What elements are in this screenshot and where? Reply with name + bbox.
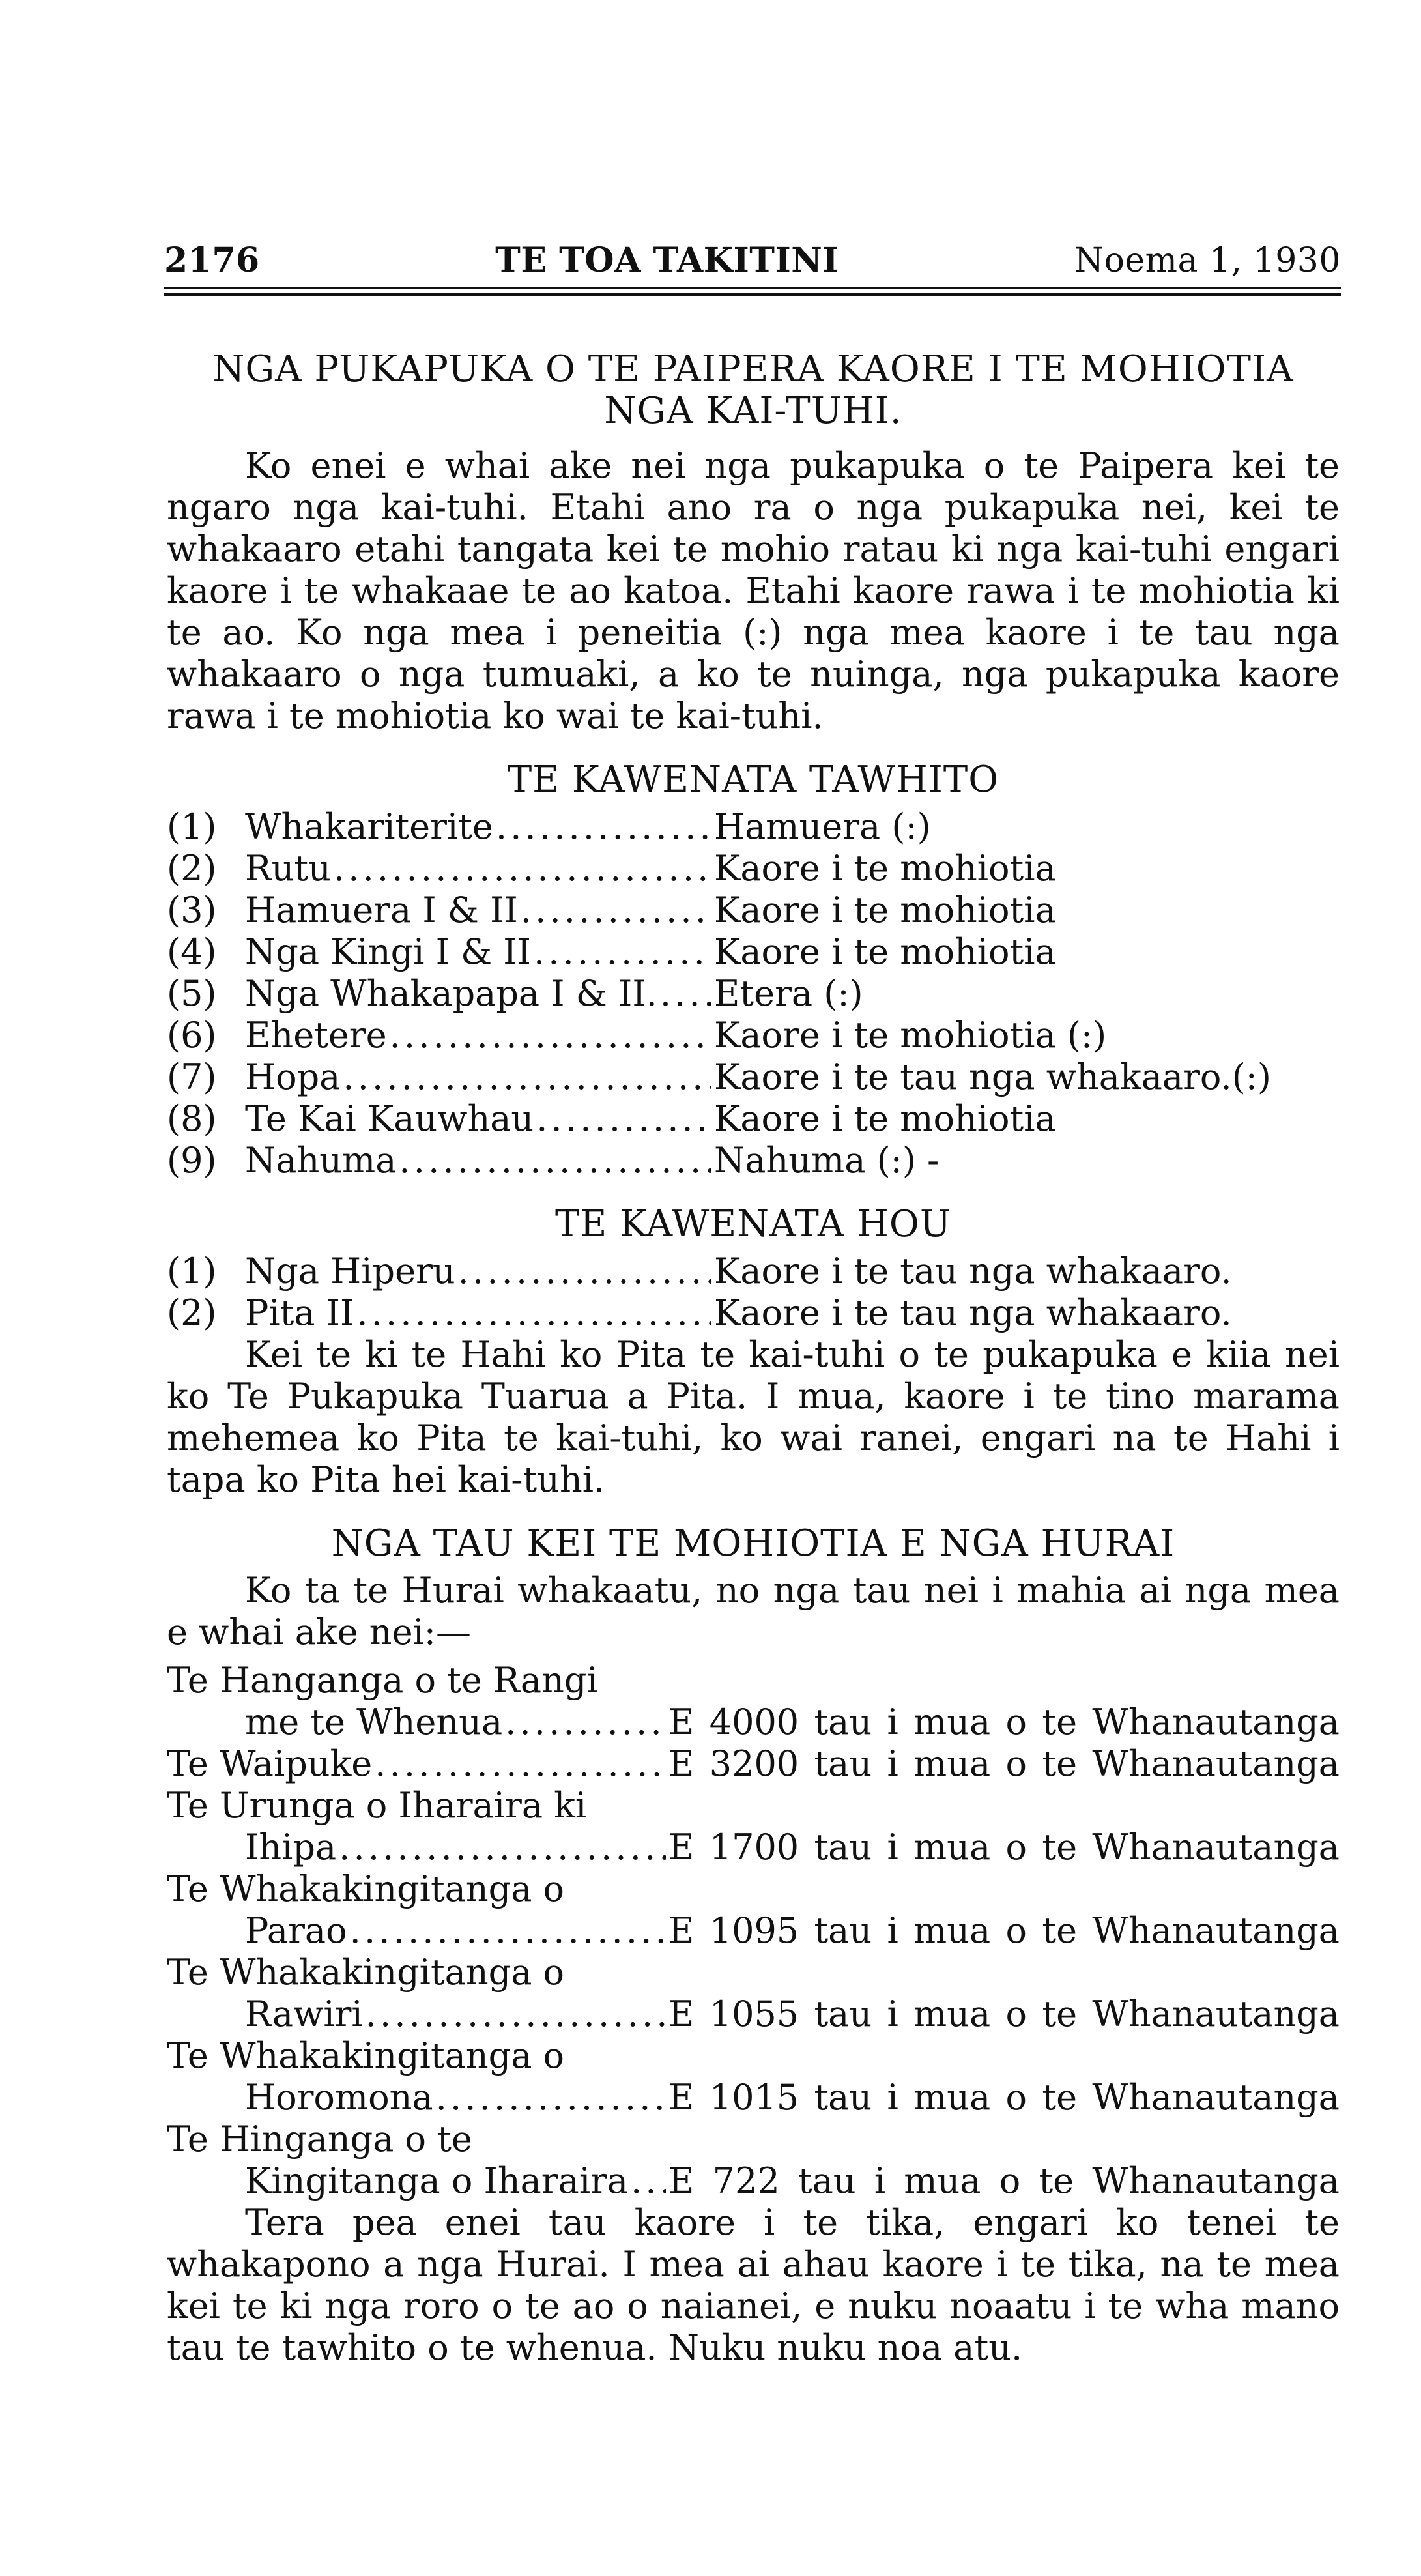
dot-leader: [505, 1701, 666, 1743]
event-heading: Te Hanganga o te Rangi: [167, 1660, 598, 1701]
list-item: [167, 848, 1340, 890]
event-name: Te Waipuke: [167, 1743, 373, 1784]
event-heading: Te Whakakingitanga o: [167, 1952, 565, 1993]
book-name: Ehetere: [245, 1015, 387, 1056]
dot-leader: [436, 2077, 666, 2119]
list-item: [167, 1015, 1340, 1056]
event-date: E 4000 tau i mua o te Whanautanga: [668, 1701, 1340, 1743]
author-value: Kaore i te mohiotia (:): [714, 1015, 1107, 1056]
list-item: [167, 1292, 1340, 1334]
author-value: Hamuera (:): [714, 806, 931, 847]
list-item: [167, 890, 1340, 931]
list-item: [167, 1251, 1340, 1292]
book-name: Hamuera I & II: [245, 890, 518, 931]
item-number: (3): [167, 890, 217, 931]
author-value: Kaore i te mohiotia: [714, 848, 1056, 889]
author-value: Etera (:): [714, 973, 863, 1014]
list-item: [167, 806, 1340, 848]
article-title: NGA PUKAPUKA O TE PAIPERA KAORE I TE MOHIOTIA NGA KAI-TUHI.: [212, 348, 1294, 432]
list-item: [167, 1056, 1340, 1098]
item-number: (2): [167, 1292, 217, 1333]
publication-title: TE TOA TAKITINI: [495, 240, 839, 280]
book-name: Nga Whakapapa I & II.: [245, 973, 657, 1014]
author-value: Kaore i te tau nga whakaaro.: [714, 1292, 1232, 1333]
dot-leader: [356, 1292, 711, 1334]
old-testament-list: [167, 806, 1340, 1181]
book-name: Rutu: [245, 848, 331, 889]
event-row: [167, 2160, 1340, 2202]
dates-list: [167, 1660, 1340, 2202]
dot-leader: [458, 1251, 711, 1292]
article-intro: Ko enei e whai ake nei nga pukapuka o te Paipera kei te ngaro nga kai-tuhi. Etahi ano ra o nga pukapuka nei, kei te whakaaro etahi tangata kei te mohio ratau ki nga kai-tuhi engari kaore i te whakaae te ao katoa. Etahi kaore rawa i te mohiotia ki te ao. Ko nga mea i peneitia (:) nga mea kaore i te tau nga whakaaro o nga tumuaki, a ko te nuinga, nga pukapuka kaore rawa i te mohiotia ko wai te kai-tuhi.: [167, 445, 1340, 736]
closing-paragraph: Tera pea enei tau kaore i te tika, engari ko tenei te whakapono a nga Hurai. I mea ai ahau kaore i te tika, na te mea kei te ki nga roro o te ao o naianei, e nuku noaatu i te wha mano tau te tawhito o te whenua. Nuku nuku noa atu.: [167, 2202, 1340, 2368]
item-number: (1): [167, 806, 217, 847]
list-item: [167, 1660, 1340, 1743]
event-name: Parao: [245, 1910, 347, 1951]
item-number: (6): [167, 1015, 217, 1056]
book-name: Nga Hiperu: [245, 1251, 455, 1292]
page-header: [164, 235, 1341, 280]
author-value: Kaore i te mohiotia: [714, 1098, 1056, 1139]
dot-leader: [343, 1056, 711, 1098]
item-number: (8): [167, 1098, 217, 1139]
event-row: [167, 1701, 1340, 1743]
event-date: E 1700 tau i mua o te Whanautanga: [668, 1827, 1340, 1868]
list-item: [167, 1952, 1340, 2035]
event-date: E 1015 tau i mua o te Whanautanga: [668, 2077, 1340, 2118]
book-name: Te Kai Kauwhau: [245, 1098, 534, 1139]
issue-date: Noema 1, 1930: [1074, 241, 1341, 280]
book-name: Whakariterite: [245, 806, 493, 847]
list-item: [167, 1743, 1340, 1785]
list-item: [167, 973, 1340, 1015]
dot-leader: [339, 1827, 666, 1868]
event-heading: Te Whakakingitanga o: [167, 2035, 565, 2076]
dates-section-title: NGA TAU KEI TE MOHIOTIA E NGA HURAI: [331, 1522, 1175, 1565]
event-row: [167, 1827, 1340, 1868]
dot-leader: [660, 973, 711, 1015]
page-number: 2176: [164, 240, 260, 280]
dates-intro: Ko ta te Hurai whakaatu, no nga tau nei i mahia ai nga mea e whai ake nei:—: [167, 1570, 1340, 1653]
author-value: Kaore i te tau nga whakaaro.: [714, 1251, 1232, 1292]
list-item: [167, 1098, 1340, 1140]
event-name: Ihipa: [245, 1827, 337, 1868]
author-value: Kaore i te mohiotia: [714, 890, 1056, 931]
item-number: (1): [167, 1251, 217, 1292]
book-name: Pita II: [245, 1292, 354, 1333]
list-item: [167, 1785, 1340, 1868]
dot-leader: [350, 1910, 666, 1952]
dot-leader: [534, 931, 711, 973]
item-number: (4): [167, 931, 217, 972]
header-rule: [164, 287, 1341, 296]
list-item: [167, 2119, 1340, 2202]
dot-leader: [496, 806, 711, 848]
dot-leader: [375, 1743, 666, 1785]
item-number: (5): [167, 973, 217, 1014]
event-name: Horomona: [245, 2077, 433, 2118]
dot-leader: [631, 2160, 666, 2202]
event-name: Kingitanga o Iharaira: [245, 2160, 629, 2201]
event-row: [167, 1910, 1340, 1952]
event-heading: Te Urunga o Iharaira ki: [167, 1785, 587, 1826]
new-testament-note: Kei te ki te Hahi ko Pita te kai-tuhi o te pukapuka e kiia nei ko Te Pukapuka Tuarua a Pita. I mua, kaore i te tino marama mehemea ko Pita te kai-tuhi, ko wai ranei, engari na te Hahi i tapa ko Pita hei kai-tuhi.: [167, 1334, 1340, 1500]
dot-leader: [366, 1993, 666, 2035]
dot-leader: [521, 890, 711, 931]
event-name: me te Whenua: [245, 1701, 503, 1743]
author-value: Nahuma (:) -: [714, 1140, 940, 1181]
event-date: E 1095 tau i mua o te Whanautanga: [668, 1910, 1340, 1951]
new-testament-title: TE KAWENATA HOU: [554, 1203, 952, 1245]
dot-leader: [536, 1098, 711, 1140]
item-number: (9): [167, 1140, 217, 1181]
dot-leader: [334, 848, 711, 890]
book-name: Hopa: [245, 1056, 341, 1097]
item-number: (7): [167, 1056, 217, 1097]
dot-leader: [390, 1015, 711, 1056]
list-item: [167, 1868, 1340, 1952]
item-number: (2): [167, 848, 217, 889]
author-value: Kaore i te tau nga whakaaro.(:): [714, 1056, 1271, 1097]
new-testament-list: [167, 1251, 1340, 1334]
event-heading: Te Whakakingitanga o: [167, 1868, 565, 1909]
book-name: Nga Kingi I & II: [245, 931, 531, 972]
old-testament-title: TE KAWENATA TAWHITO: [507, 759, 999, 801]
event-heading: Te Hinganga o te: [167, 2119, 472, 2160]
author-value: Kaore i te mohiotia: [714, 931, 1056, 972]
dot-leader: [399, 1140, 711, 1181]
event-date: E 722 tau i mua o te Whanautanga: [668, 2160, 1340, 2201]
event-row: [167, 1743, 1340, 1785]
list-item: [167, 2035, 1340, 2119]
list-item: [167, 931, 1340, 973]
page-body: [167, 349, 1340, 2369]
book-name: Nahuma: [245, 1140, 397, 1181]
event-row: [167, 1993, 1340, 2035]
list-item: [167, 1140, 1340, 1181]
event-row: [167, 2077, 1340, 2119]
event-date: E 1055 tau i mua o te Whanautanga: [668, 1993, 1340, 2034]
event-date: E 3200 tau i mua o te Whanautanga: [668, 1743, 1340, 1784]
event-name: Rawiri: [245, 1993, 363, 2034]
